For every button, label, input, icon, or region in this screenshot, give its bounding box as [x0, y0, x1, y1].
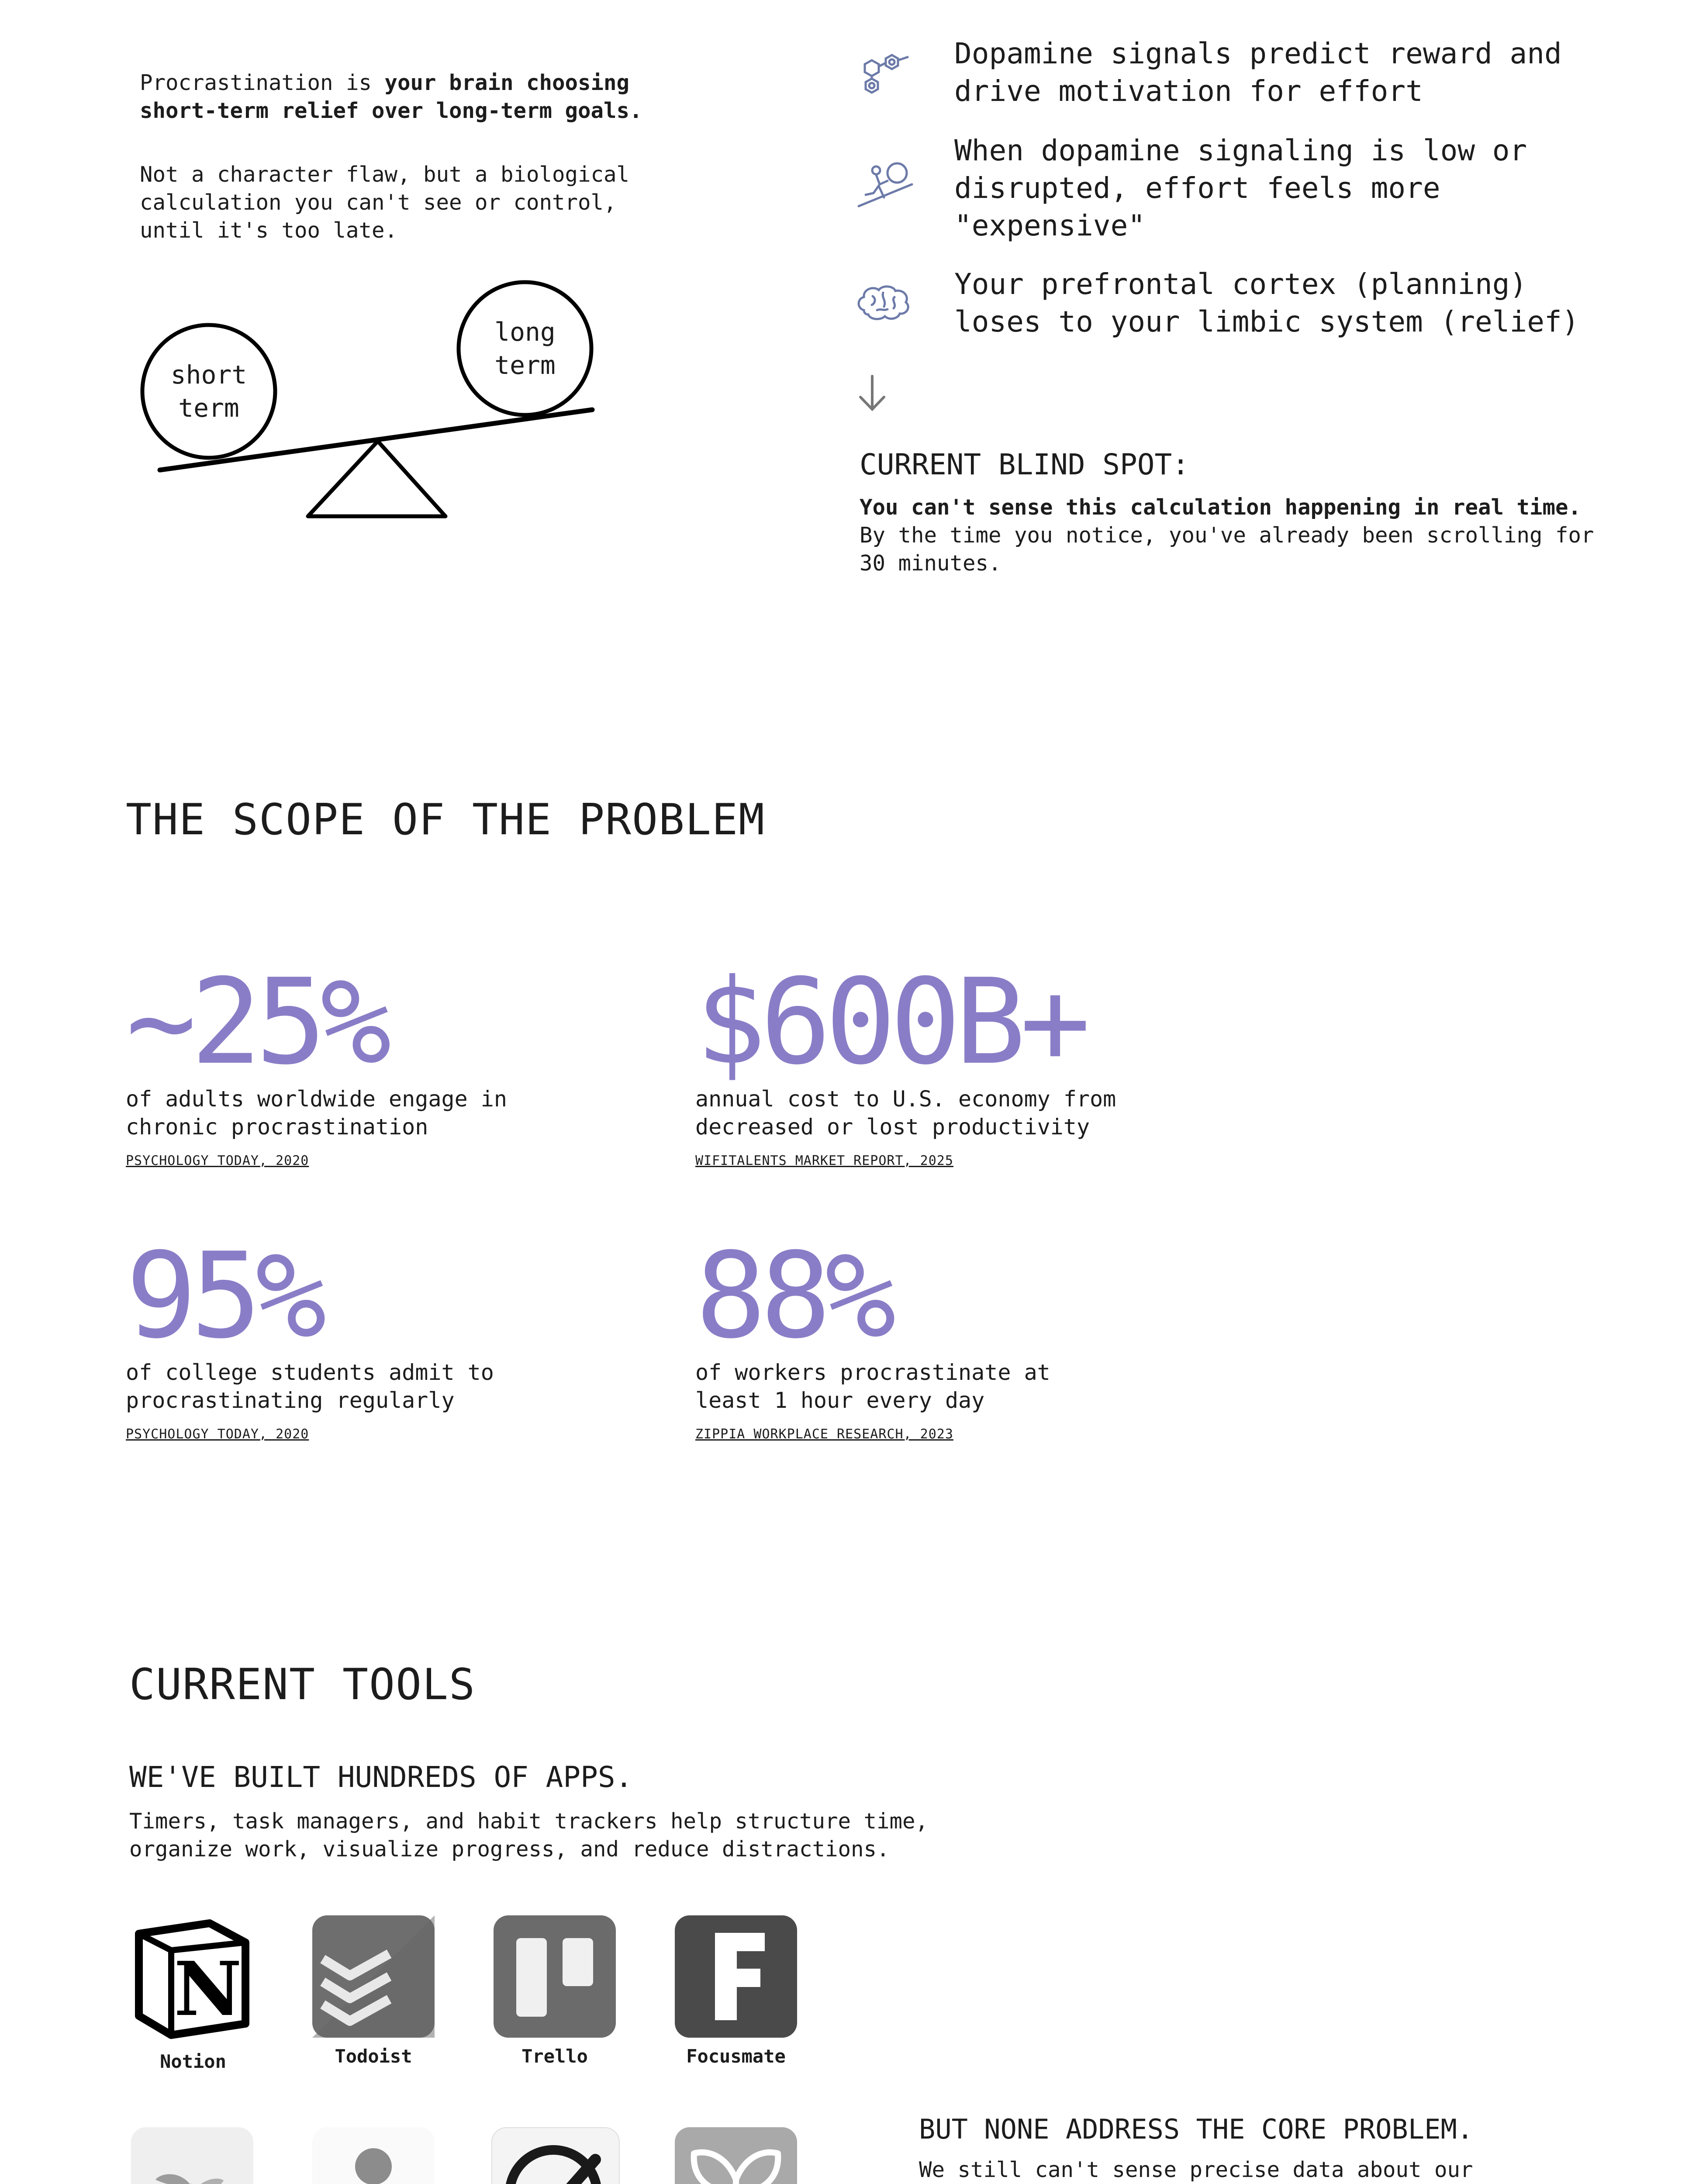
app-label-focusmate: Focusmate: [686, 2046, 786, 2067]
intro-statement: [140, 69, 686, 125]
due-icon: [491, 2127, 620, 2184]
app-label-trello: Trello: [521, 2046, 588, 2067]
svg-text:N: N: [174, 1946, 242, 2033]
fact-prefrontal-cortex: Your prefrontal cortex (planning) loses to your limbic system (relief): [954, 267, 1579, 339]
intro-lead: Procrastination is: [140, 70, 385, 95]
freedom-icon: [675, 2127, 797, 2184]
blind-spot-body: [860, 494, 1602, 577]
scope-title: THE SCOPE OF THE PROBLEM: [126, 795, 766, 845]
app-label-todoist: Todoist: [335, 2046, 412, 2067]
tools-description: Timers, task managers, and habit trackers help structure time, organize work, visualize progress, and reduce distractions.: [129, 1809, 929, 1862]
intro-explanation: Not a character flaw, but a biological calculation you can't see or control, until it's too late.: [140, 162, 630, 243]
molecule-icon: [856, 47, 913, 97]
stat-value-cost: $600B+: [695, 953, 1085, 1091]
arrow-down-icon: [857, 373, 887, 415]
stat-desc-adults: of adults worldwide engage in chronic procrastination: [126, 1086, 507, 1140]
stat-desc-cost: annual cost to U.S. economy from decreased or lost productivity: [695, 1086, 1116, 1140]
core-problem-description: We still can't sense precise data about our: [919, 2157, 1473, 2182]
tools-title: CURRENT TOOLS: [129, 1660, 476, 1710]
trello-icon: [494, 1915, 616, 2038]
notion-icon: [131, 1915, 253, 2038]
core-problem-title: BUT NONE ADDRESS THE CORE PROBLEM.: [919, 2113, 1474, 2145]
blind-spot-title: CURRENT BLIND SPOT:: [860, 448, 1189, 481]
stat-desc-students: of college students admit to procrastinating regularly: [126, 1360, 494, 1413]
tools-subtitle: WE'VE BUILT HUNDREDS OF APPS.: [129, 1760, 633, 1794]
short-term-label: short term: [170, 360, 247, 423]
fact-dopamine-low: When dopamine signaling is low or disrupted, effort feels more "expensive": [954, 134, 1527, 242]
stat-source-workers[interactable]: ZIPPIA WORKPLACE RESEARCH, 2023: [695, 1427, 953, 1442]
stat-value-students: 95%: [126, 1227, 321, 1365]
stat-source-adults[interactable]: PSYCHOLOGY TODAY, 2020: [126, 1153, 309, 1168]
stat-value-workers: 88%: [695, 1227, 890, 1365]
seesaw-illustration: [140, 275, 611, 520]
stat-source-students[interactable]: PSYCHOLOGY TODAY, 2020: [126, 1427, 309, 1442]
blind-spot-bold: You can't sense this calculation happening in real time.: [860, 495, 1582, 520]
todoist-icon: [312, 1915, 435, 2038]
brain-icon: [855, 283, 912, 324]
stat-desc-workers: of workers procrastinate at least 1 hour every day: [695, 1360, 1050, 1413]
boulder-push-icon: [857, 157, 914, 211]
fact-dopamine-reward: Dopamine signals predict reward and drive motivation for effort: [954, 37, 1562, 108]
focusmate-icon: [675, 1915, 797, 2038]
seesaw-fulcrum: [308, 441, 445, 516]
app-label-notion: Notion: [160, 2051, 226, 2072]
stat-source-cost[interactable]: WIFITALENTS MARKET REPORT, 2025: [695, 1153, 953, 1168]
forest-icon: [131, 2127, 253, 2184]
intro-lead-bold: your brain choosing short-term relief over long-term goals.: [140, 70, 642, 123]
long-term-label: long term: [494, 317, 556, 380]
blind-spot-rest: By the time you notice, you've already been scrolling for 30 minutes.: [860, 523, 1594, 576]
stat-value-adults: ~25%: [126, 953, 386, 1091]
asana-icon: [312, 2127, 435, 2184]
